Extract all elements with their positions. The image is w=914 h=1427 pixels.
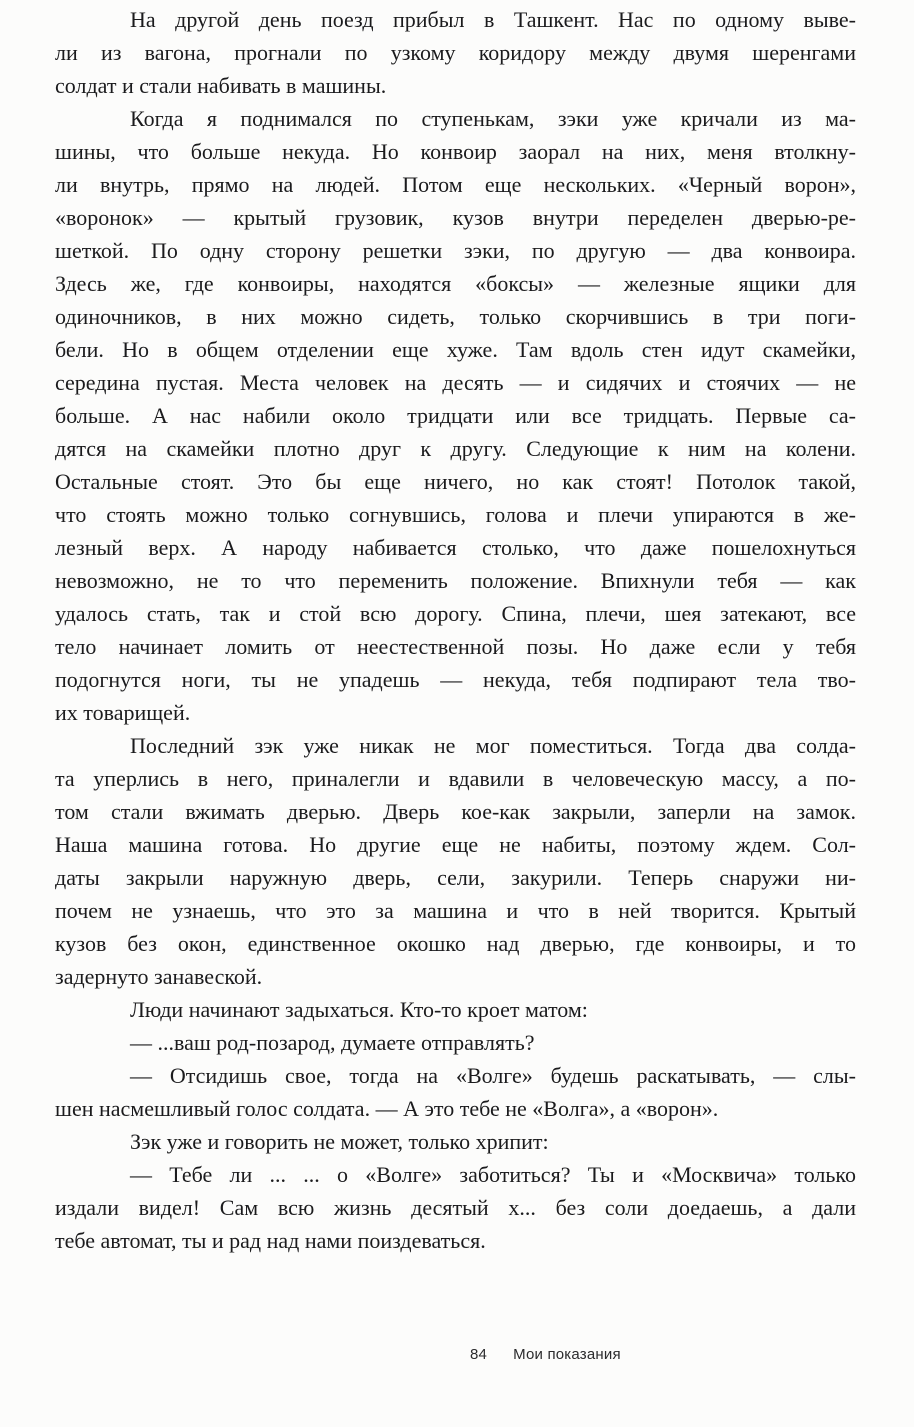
text-line: Наша машина готова. Но другие еще не набиты, поэтому ждем. Сол- xyxy=(55,832,856,857)
text-line: что стоять можно только согнувшись, голова и плечи упираются в же- xyxy=(55,502,856,527)
text-line: дятся на скамейки плотно друг к другу. Следующие к ним на колени. xyxy=(55,436,856,461)
page-footer xyxy=(470,1346,621,1363)
text-line: бели. Но в общем отделении еще хуже. Там вдоль стен идут скамейки, xyxy=(55,337,856,362)
paragraph xyxy=(55,1026,856,1059)
paragraph xyxy=(55,729,856,993)
paragraph xyxy=(55,1125,856,1158)
text-line: том стали вжимать дверью. Дверь кое-как закрыли, заперли на замок. xyxy=(55,799,856,824)
text-line: Здесь же, где конвоиры, находятся «боксы» — железные ящики для xyxy=(55,271,856,296)
text-line: ли из вагона, прогнали по узкому коридору между двумя шеренгами xyxy=(55,40,856,65)
text-line: тело начинает ломить от неестественной позы. Но даже если у тебя xyxy=(55,634,856,659)
text-line: шеткой. По одну сторону решетки зэки, по другую — два конвоира. xyxy=(55,238,856,263)
paragraph xyxy=(55,3,856,102)
text-line: — Тебе ли ... ... о «Волге» заботиться? Ты и «Москвича» только xyxy=(130,1162,856,1187)
text-line: солдат и стали набивать в машины. xyxy=(55,73,387,98)
book-title: Мои показания xyxy=(513,1346,621,1363)
text-line: невозможно, не то что переменить положение. Впихнули тебя — как xyxy=(55,568,856,593)
text-line: Когда я поднимался по ступенькам, зэки уже кричали из ма- xyxy=(130,106,856,131)
paragraph xyxy=(55,102,856,729)
text-line: тебе автомат, ты и рад над нами поиздеваться. xyxy=(55,1228,486,1253)
text-line: ли внутрь, прямо на людей. Потом еще нескольких. «Черный ворон», xyxy=(55,172,856,197)
paragraph xyxy=(55,993,856,1026)
text-line: Последний зэк уже никак не мог поместиться. Тогда два солда- xyxy=(130,733,856,758)
paragraph xyxy=(55,1059,856,1125)
text-line: та уперлись в него, приналегли и вдавили в человеческую массу, а по- xyxy=(55,766,856,791)
text-line: задернуто занавеской. xyxy=(55,964,263,989)
text-line: «воронок» — крытый грузовик, кузов внутри переделен дверью-ре- xyxy=(55,205,856,230)
text-line: На другой день поезд прибыл в Ташкент. Нас по одному выве- xyxy=(130,7,856,32)
text-line: шины, что больше некуда. Но конвоир заорал на них, меня втолкну- xyxy=(55,139,856,164)
text-line: их товарищей. xyxy=(55,700,191,725)
text-line: Зэк уже и говорить не может, только хрипит: xyxy=(130,1129,549,1154)
text-line: даты закрыли наружную дверь, сели, закурили. Теперь снаружи ни- xyxy=(55,865,856,890)
text-line: середина пустая. Места человек на десять — и сидячих и стоячих — не xyxy=(55,370,856,395)
text-line: почем не узнаешь, что это за машина и что в ней творится. Крытый xyxy=(55,898,856,923)
text-line: — ...ваш род-позарод, думаете отправлять? xyxy=(130,1030,535,1055)
text-line: больше. А нас набили около тридцати или все тридцать. Первые са- xyxy=(55,403,856,428)
text-line: удалось стать, так и стой всю дорогу. Спина, плечи, шея затекают, все xyxy=(55,601,856,626)
page-text xyxy=(55,3,856,1257)
text-line: издали видел! Сам всю жизнь десятый х... без соли доедаешь, а дали xyxy=(55,1195,856,1220)
page-number: 84 xyxy=(470,1346,488,1363)
text-line: шен насмешливый голос солдата. — А это тебе не «Волга», а «ворон». xyxy=(55,1096,719,1121)
text-line: лезный верх. А народу набивается столько, что даже пошелохнуться xyxy=(55,535,856,560)
text-line: кузов без окон, единственное окошко над дверью, где конвоиры, и то xyxy=(55,931,856,956)
paragraph xyxy=(55,1158,856,1257)
text-line: Остальные стоят. Это бы еще ничего, но как стоят! Потолок такой, xyxy=(55,469,856,494)
text-line: подогнутся ноги, ты не упадешь — некуда, тебя подпирают тела тво- xyxy=(55,667,856,692)
text-line: — Отсидишь свое, тогда на «Волге» будешь раскатывать, — слы- xyxy=(130,1063,856,1088)
text-line: Люди начинают задыхаться. Кто-то кроет матом: xyxy=(130,997,588,1022)
text-line: одиночников, в них можно сидеть, только скорчившись в три поги- xyxy=(55,304,856,329)
